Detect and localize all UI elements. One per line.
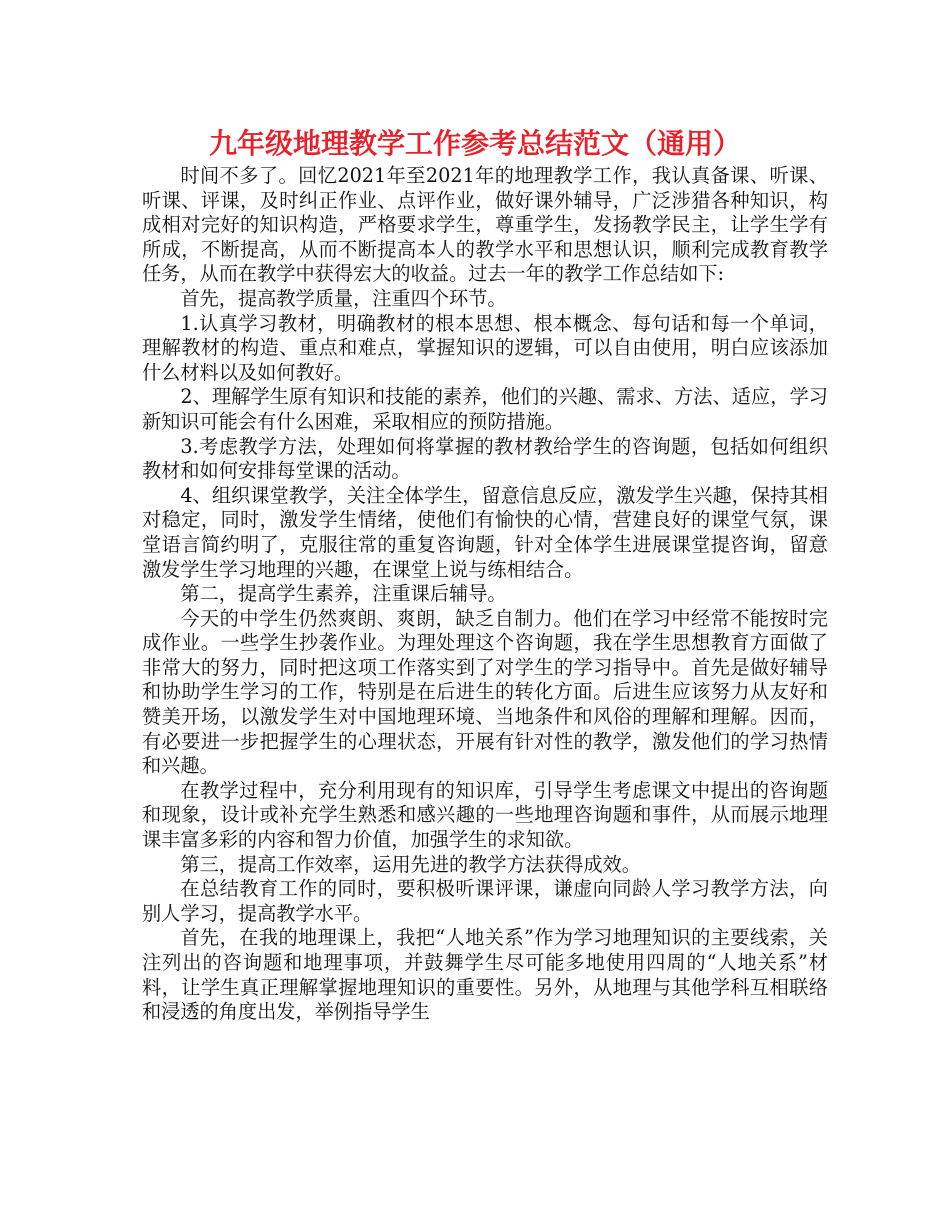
paragraph: 在教学过程中，充分利用现有的知识库，引导学生考虑课文中提出的咨询题和现象，设计或补充学生熟悉和感兴趣的一些地理咨询题和事件，从而展示地理课丰富多彩的内容和智力价值，加强学生的求知欲。: [142, 778, 828, 852]
paragraph: 1.认真学习教材，明确教材的根本思想、根本概念、每句话和每一个单词，理解教材的构造、重点和难点，掌握知识的逻辑，可以自由使用，明白应该添加什么材料以及如何教好。: [142, 311, 828, 384]
paragraph: 第三，提高工作效率，运用先进的教学方法获得成效。: [180, 852, 641, 876]
paragraph: 今天的中学生仍然爽朗、爽朗，缺乏自制力。他们在学习中经常不能按时完成作业。一些学生抄袭作业。为理处理这个咨询题，我在学生思想教育方面做了非常大的努力，同时把这项工作落实到了对学生的学习指导中。首先是做好辅导和协助学生学习的工作，特别是在后进生的转化方面。后进生应该努力从友好和赞美开场，以激发学生对中国地理环境、当地条件和风俗的理解和理解。因而，有必要进一步把握学生的心理状态，开展有针对性的教学，激发他们的学习热情和兴趣。: [142, 606, 828, 778]
paragraph: 首先，提高教学质量，注重四个环节。: [180, 286, 507, 310]
paragraph: 第二，提高学生素养，注重课后辅导。: [180, 582, 507, 606]
paragraph: 在总结教育工作的同时，要积极听课评课，谦虚向同龄人学习教学方法，向别人学习，提高教学水平。: [142, 877, 828, 925]
paragraph: 4、组织课堂教学，关注全体学生，留意信息反应，激发学生兴趣，保持其相对稳定，同时，激发学生情绪，使他们有愉快的心情，营建良好的课堂气氛，课堂语言简约明了，克服往常的重复咨询题，针对全体学生进展课堂提咨询，留意激发学生学习地理的兴趣，在课堂上说与练相结合。: [142, 483, 828, 581]
paragraph: 3.考虑教学方法，处理如何将掌握的教材教给学生的咨询题，包括如何组织教材和如何安排每堂课的活动。: [142, 434, 828, 483]
paragraph: 首先，在我的地理课上，我把“人地关系”作为学习地理知识的主要线索，关注列出的咨询题和地理事项，并鼓舞学生尽可能多地使用四周的“人地关系”材料，让学生真正理解掌握地理知识的重要性。另外，从地理与其他学科互相联络和浸透的角度出发，举例指导学生: [142, 926, 828, 1024]
document-body: [142, 164, 828, 1025]
paragraph: 2、理解学生原有知识和技能的素养，他们的兴趣、需求、方法、适应，学习新知识可能会有什么困难，采取相应的预防措施。: [142, 385, 828, 433]
paragraph: 时间不多了。回忆2021年至2021年的地理教学工作，我认真备课、听课、听课、评课，及时纠正作业、点评作业，做好课外辅导，广泛涉猎各种知识，构成相对完好的知识构造，严格要求学生，尊重学生，发扬教学民主，让学生学有所成，不断提高，从而不断提高本人的教学水平和思想认识，顺利完成教育教学任务，从而在教学中获得宏大的收益。过去一年的教学工作总结如下:: [142, 164, 828, 286]
document-title: 九年级地理教学工作参考总结范文（通用）: [208, 127, 741, 160]
